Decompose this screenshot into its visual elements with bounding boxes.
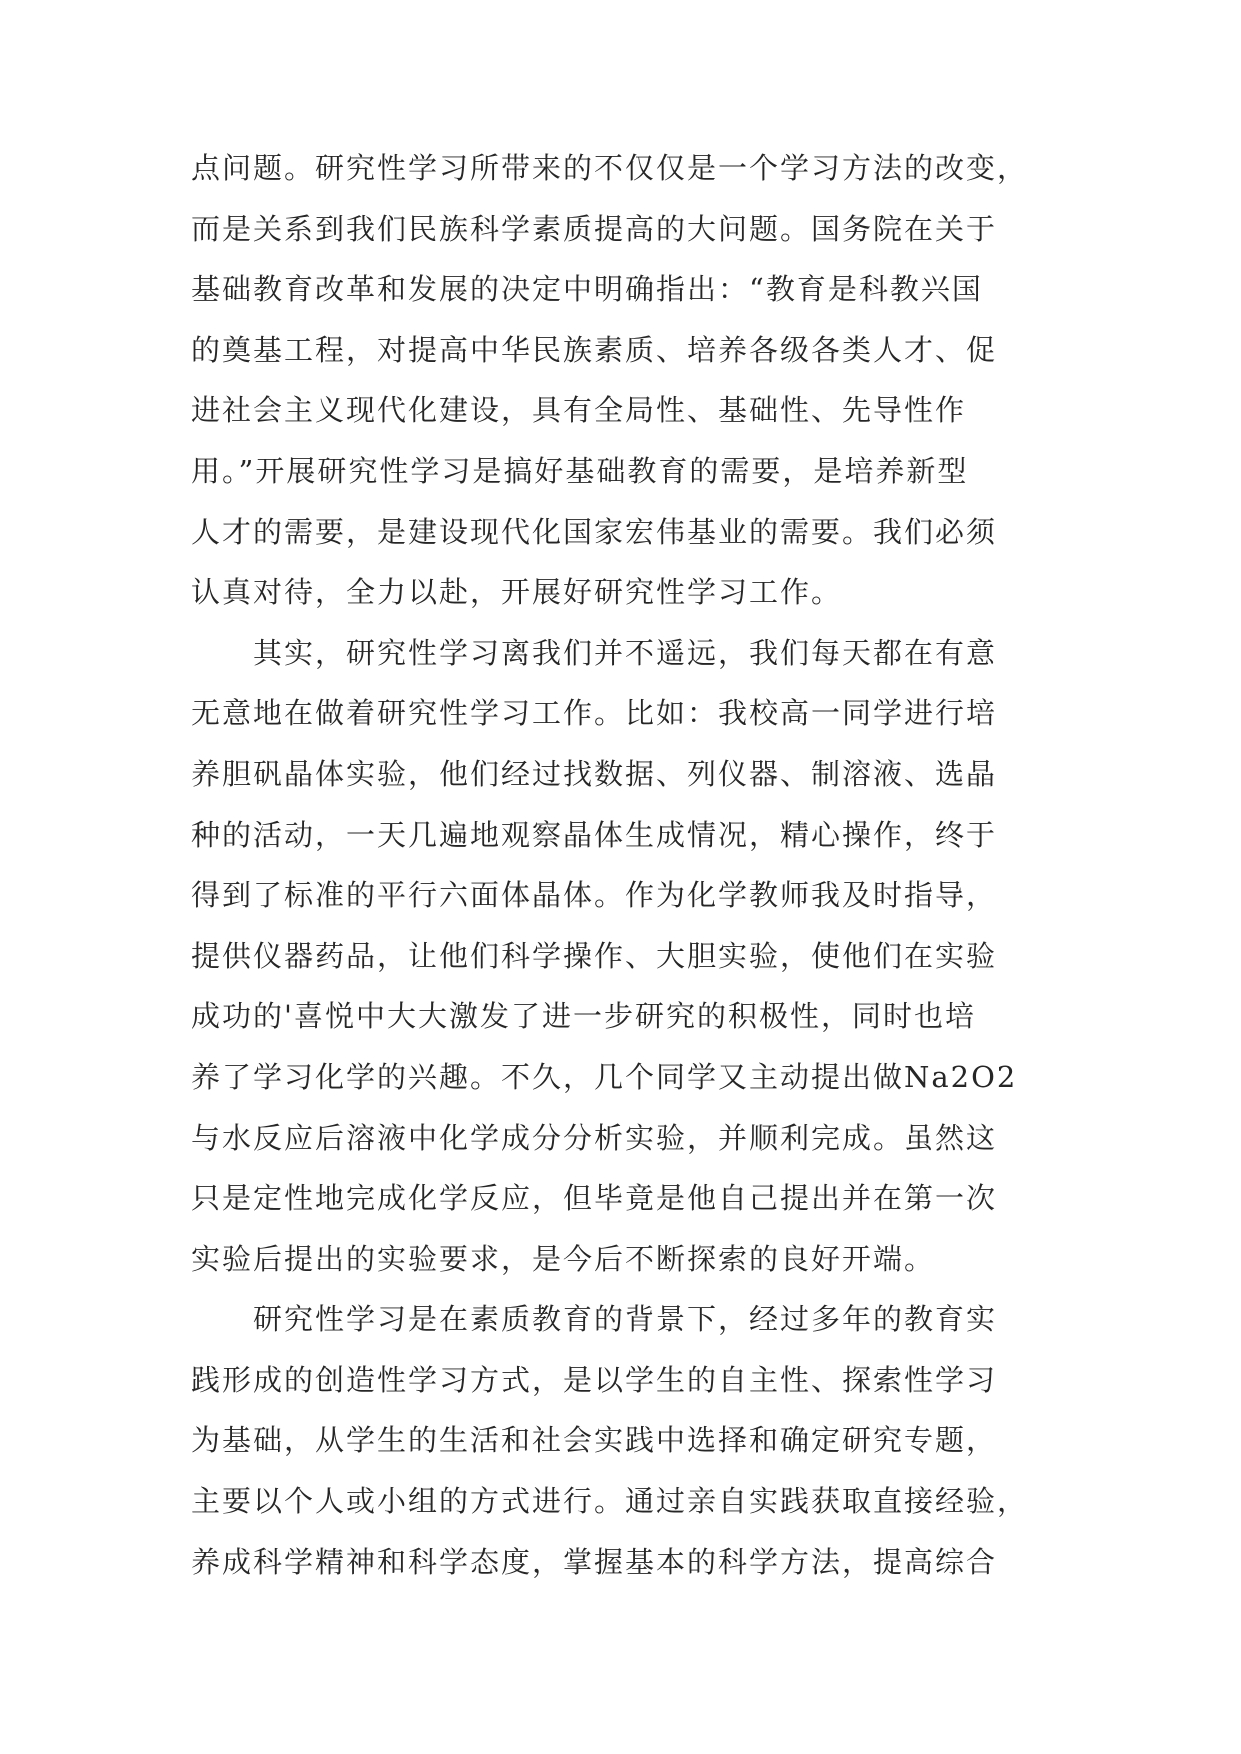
text-line: 实验后提出的实验要求，是今后不断探索的良好开端。	[191, 1241, 936, 1276]
text-line: 只是定性地完成化学反应，但毕竟是他自己提出并在第一次	[191, 1181, 998, 1216]
text-line: 成功的'喜悦中大大激发了进一步研究的积极性，同时也培	[191, 999, 976, 1034]
text-line: 人才的需要，是建设现代化国家宏伟基业的需要。我们必须	[191, 514, 998, 549]
text-line: 点问题。研究性学习所带来的不仅仅是一个学习方法的改变，	[191, 151, 1029, 185]
paragraph	[191, 1289, 1071, 1592]
text-line: 与水反应后溶液中化学成分分析实验，并顺利完成。虽然这	[191, 1120, 998, 1155]
text-line: 养了学习化学的兴趣。不久，几个同学又主动提出做Na2O2	[191, 1059, 1018, 1094]
text-line: 为基础，从学生的生活和社会实践中选择和确定研究专题，	[191, 1423, 998, 1458]
paragraph	[191, 623, 1071, 1290]
text-line: 而是关系到我们民族科学素质提高的大问题。国务院在关于	[191, 211, 998, 246]
text-line: 主要以个人或小组的方式进行。通过亲自实践获取直接经验，	[191, 1484, 1029, 1519]
text-line: 养胆矾晶体实验，他们经过找数据、列仪器、制溶液、选晶	[191, 756, 998, 791]
text-line: 得到了标准的平行六面体晶体。作为化学教师我及时指导，	[191, 878, 998, 913]
text-line: 其实，研究性学习离我们并不遥远，我们每天都在有意	[253, 635, 998, 670]
text-line: 用。”开展研究性学习是搞好基础教育的需要，是培养新型	[191, 453, 969, 488]
text-line: 养成科学精神和科学态度，掌握基本的科学方法，提高综合	[191, 1544, 998, 1579]
text-line: 进社会主义现代化建设，具有全局性、基础性、先导性作	[191, 393, 967, 428]
document-body	[191, 138, 1071, 1592]
text-line: 的奠基工程，对提高中华民族素质、培养各级各类人才、促	[191, 332, 998, 367]
text-line: 基础教育改革和发展的决定中明确指出：“教育是科教兴国	[191, 272, 983, 307]
text-line: 种的活动，一天几遍地观察晶体生成情况，精心操作，终于	[191, 817, 998, 852]
text-line: 践形成的创造性学习方式，是以学生的自主性、探索性学习	[191, 1362, 998, 1397]
text-line: 认真对待，全力以赴，开展好研究性学习工作。	[191, 575, 843, 610]
text-line: 提供仪器药品，让他们科学操作、大胆实验，使他们在实验	[191, 938, 998, 973]
text-line: 无意地在做着研究性学习工作。比如：我校高一同学进行培	[191, 696, 998, 731]
text-line: 研究性学习是在素质教育的背景下，经过多年的教育实	[253, 1302, 998, 1337]
paragraph	[191, 138, 1071, 623]
